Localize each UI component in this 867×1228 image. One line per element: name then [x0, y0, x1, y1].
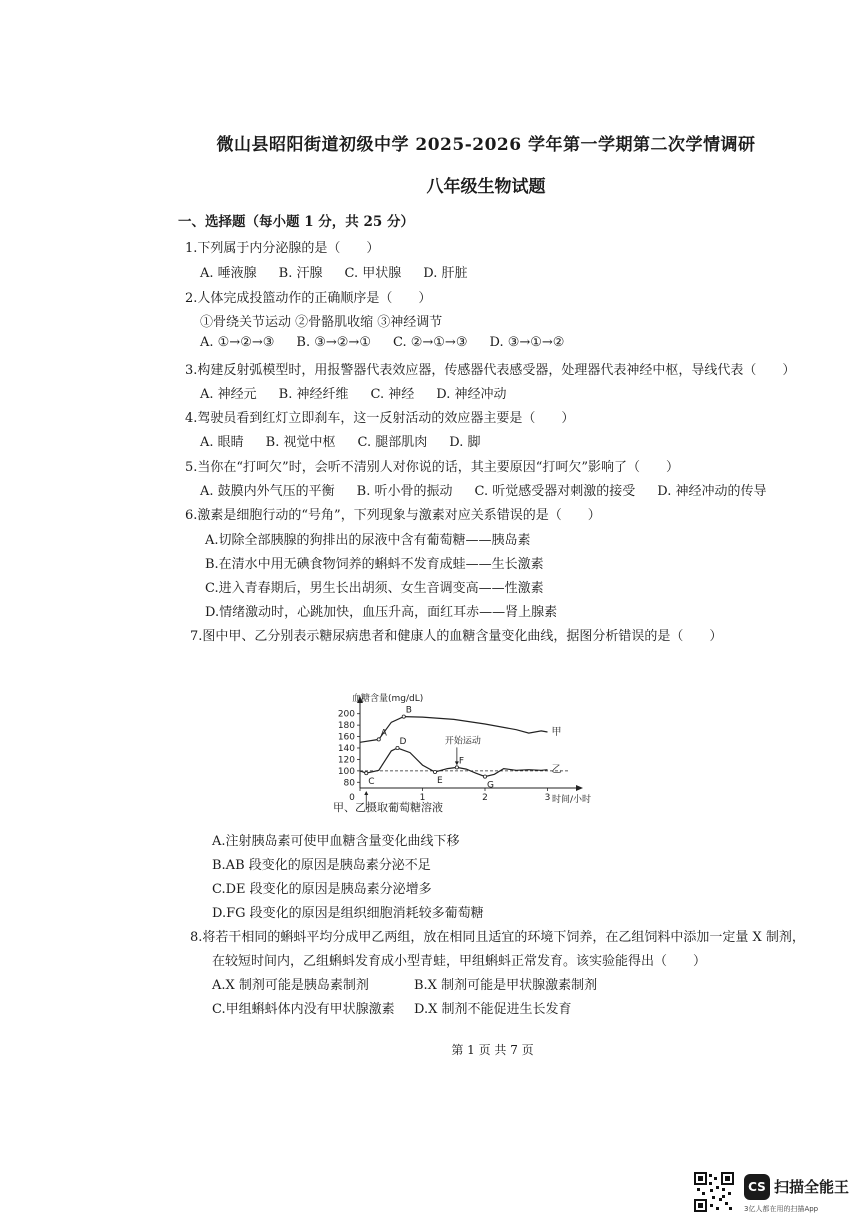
point-label: D	[399, 737, 407, 747]
y-tick-label: 160	[337, 732, 355, 743]
chart-intake-annotation: 甲、乙摄取葡萄糖溶液	[333, 801, 443, 814]
x-tick-label: 2	[482, 793, 488, 803]
series-label: 乙	[551, 764, 562, 776]
option: A. 唾液腺	[200, 266, 257, 281]
question-2: 2.人体完成投篮动作的正确顺序是（ ）	[185, 291, 432, 306]
y-tick-label: 120	[337, 755, 355, 766]
exam-title: 微山县昭阳街道初级中学 2025-2026 学年第一学期第二次学情调研	[216, 135, 756, 155]
option: B. 视觉中枢	[265, 435, 336, 450]
point-label: B	[405, 705, 412, 716]
question-8-option-a: A.X 制剂可能是胰岛素制剂	[212, 978, 369, 993]
question-5: 5.当你在“打呵欠”时，会听不清别人对你说的话，其主要原因“打呵欠”影响了（ ）	[185, 460, 679, 475]
page-footer: 第 1 页 共 7 页	[451, 1043, 534, 1057]
option: D. ③→①→②	[489, 335, 565, 350]
question-7-option-a: A.注射胰岛素可使甲血糖含量变化曲线下移	[212, 834, 460, 849]
data-point	[483, 775, 486, 778]
question-5-options	[200, 480, 766, 499]
option: B. 神经纤维	[278, 387, 349, 402]
qr-code-icon	[694, 1172, 734, 1212]
scanner-tagline: 3亿人都在用的扫描App	[744, 1205, 819, 1213]
y-tick-label: 180	[337, 721, 355, 732]
question-4-options	[200, 431, 480, 450]
option: C. ②→①→③	[392, 335, 468, 350]
question-6: 6.激素是细胞行动的“号角”，下列现象与激素对应关系错误的是（ ）	[185, 508, 601, 523]
question-2-options	[200, 335, 564, 350]
option: D. 神经冲动的传导	[657, 484, 767, 499]
scanner-logo-icon: CS	[744, 1174, 770, 1200]
data-point	[365, 772, 368, 775]
exercise-annotation: 开始运动	[444, 736, 481, 747]
y-tick-label: 200	[337, 709, 355, 720]
option: C. 听觉感受器对刺激的接受	[474, 484, 636, 499]
question-7-option-b: B.AB 段变化的原因是胰岛素分泌不足	[212, 858, 431, 873]
option: B. 汗腺	[278, 266, 323, 281]
option: A. 神经元	[200, 387, 257, 402]
question-6-option-b: B.在清水中用无碘食物饲养的蝌蚪不发育成蛙——生长激素	[205, 557, 544, 572]
question-8-continuation: 在较短时间内，乙组蝌蚪发育成小型青蛙，甲组蝌蚪正常发育。该实验能得出（ ）	[212, 954, 707, 969]
x-tick-label: 0	[349, 793, 355, 803]
question-1: 1.下列属于内分泌腺的是（ ）	[185, 241, 380, 256]
point-label: F	[458, 756, 465, 767]
option: C. 神经	[370, 387, 415, 402]
y-tick-label: 140	[337, 744, 355, 754]
scanner-brand: 扫描全能王	[774, 1178, 850, 1196]
question-8-option-b: B.X 制剂可能是甲状腺激素制剂	[414, 978, 598, 993]
question-6-option-c: C.进入青春期后，男生长出胡须、女生音调变高——性激素	[205, 581, 544, 596]
option: C. 腿部肌肉	[357, 435, 428, 450]
question-3: 3.构建反射弧模型时，用报警器代表效应器，传感器代表感受器，处理器代表神经中枢，导线代表（ ）	[185, 363, 796, 378]
point-label: G	[487, 780, 494, 791]
question-7: 7.图中甲、乙分别表示糖尿病患者和健康人的血糖含量变化曲线，据图分析错误的是（ ）	[190, 629, 723, 644]
intake-arrow-head-icon	[364, 791, 368, 795]
question-7-option-d: D.FG 段变化的原因是组织细胞消耗较多葡萄糖	[212, 906, 484, 921]
y-tick-label: 80	[343, 778, 355, 789]
question-8-option-c: C.甲组蝌蚪体内没有甲状腺激素	[212, 1002, 395, 1017]
y-tick-label: 100	[337, 766, 355, 777]
x-axis-arrow-icon	[576, 785, 583, 791]
data-point	[433, 770, 436, 773]
option: C. 甲状腺	[344, 266, 402, 281]
question-6-option-d: D.情绪激动时，心跳加快，血压升高，面红耳赤——肾上腺素	[205, 605, 558, 620]
option: B. ③→②→①	[296, 335, 371, 350]
question-7-option-c: C.DE 段变化的原因是胰岛素分泌增多	[212, 882, 432, 897]
question-6-option-a: A.切除全部胰腺的狗排出的尿液中含有葡萄糖——胰岛素	[205, 533, 531, 548]
section-heading: 一、选择题（每小题 1 分，共 25 分）	[178, 214, 414, 230]
option: D. 肝脏	[423, 266, 468, 281]
option: A. 鼓膜内外气压的平衡	[200, 484, 335, 499]
option: A. 眼睛	[200, 435, 244, 450]
point-label: E	[437, 776, 443, 786]
x-tick-label: 1	[419, 793, 426, 803]
point-label: C	[368, 777, 375, 788]
series-line-2	[360, 748, 548, 777]
option: A. ①→②→③	[200, 335, 275, 350]
question-1-options	[200, 262, 467, 281]
option: D. 脚	[449, 435, 481, 450]
question-2-extra: ①骨绕关节运动 ②骨骼肌收缩 ③神经调节	[200, 315, 443, 330]
question-3-options	[200, 383, 506, 402]
point-label: A	[380, 728, 387, 739]
question-8: 8.将若干相同的蝌蚪平均分成甲乙两组，放在相同且适宜的环境下饲养，在乙组饲料中添加一定量 X 制剂，	[190, 930, 805, 945]
exam-subtitle: 八年级生物试题	[426, 177, 546, 197]
x-tick-label: 3	[544, 793, 551, 803]
question-8-option-d: D.X 制剂不能促进生长发育	[414, 1002, 572, 1017]
x-axis-label: 时间/小时	[552, 795, 592, 805]
series-label: 甲	[551, 727, 562, 738]
y-axis-label: 血糖含量(mg/dL)	[352, 694, 424, 704]
option: D. 神经冲动	[436, 387, 507, 402]
option: B. 听小骨的振动	[356, 484, 453, 499]
question-4: 4.驾驶员看到红灯立即刹车，这一反射活动的效应器主要是（ ）	[185, 411, 575, 426]
